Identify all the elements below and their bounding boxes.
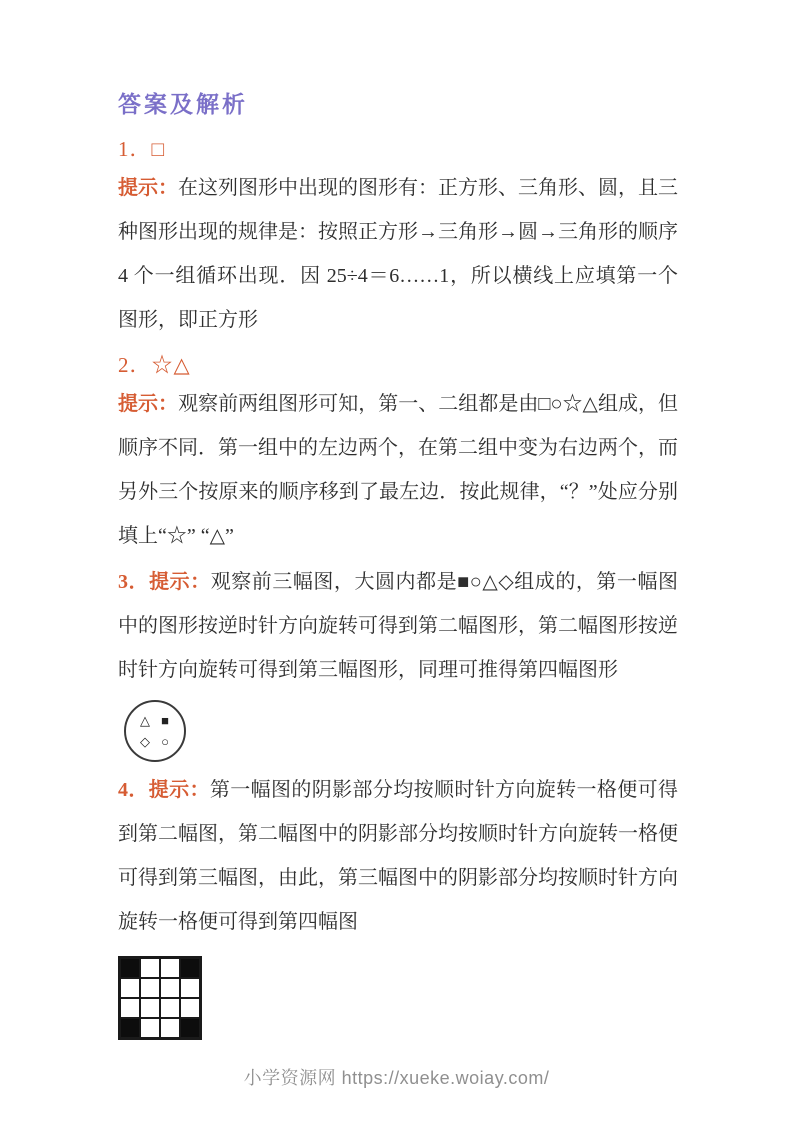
diamond-icon: ◇ [140, 734, 150, 749]
circle-figure [124, 700, 186, 762]
grid-cell [120, 998, 140, 1018]
grid-figure [118, 956, 202, 1040]
q1-hint-paragraph [118, 166, 678, 342]
q2-number: 2． [118, 353, 152, 377]
q1-hint-text: 在这列图形中出现的图形有：正方形、三角形、圆，且三种图形出现的规律是：按照正方形→三角形→圆→三角形的顺序 4 个一组循环出现．因 25÷4＝6……1，所以横线上应填第一个图形，即正方形 [118, 177, 678, 331]
circle-icon: ○ [161, 734, 169, 749]
q4-hint-label: 提示： [148, 779, 210, 801]
grid-cell [120, 958, 140, 978]
grid-cell [160, 978, 180, 998]
filled-square-icon: ■ [161, 713, 169, 728]
grid-cell [180, 978, 200, 998]
answer-line-q1 [118, 136, 678, 162]
q1-number: 1． [118, 137, 152, 161]
q1-hint-label: 提示： [118, 177, 178, 199]
grid-cell [120, 978, 140, 998]
q3-hint-paragraph [118, 560, 678, 692]
q1-answer-square-icon: □ [151, 137, 166, 161]
grid-cell [120, 1018, 140, 1038]
grid-cell [180, 1018, 200, 1038]
q2-hint-paragraph [118, 382, 678, 558]
q4-hint-paragraph [118, 768, 678, 944]
q2-answer-star-triangle-icons: ☆△ [151, 353, 191, 377]
answer-line-q2 [118, 352, 678, 378]
q2-hint-label: 提示： [118, 393, 179, 415]
q4-hint-text: 第一幅图的阴影部分均按顺时针方向旋转一格便可得到第二幅图，第二幅图中的阴影部分均按顺时针方向旋转一格便可得到第三幅图，由此，第三幅图中的阴影部分均按顺时针方向旋转一格便可得到第四幅图 [118, 779, 679, 933]
q3-hint-label: 提示： [149, 571, 211, 593]
grid-cell [160, 958, 180, 978]
grid-cell [180, 958, 200, 978]
page-title: 答案及解析 [118, 92, 248, 117]
grid-cell [140, 978, 160, 998]
triangle-icon: △ [140, 713, 150, 728]
grid-cell [160, 1018, 180, 1038]
grid-cell [180, 998, 200, 1018]
q4-number: 4． [118, 779, 149, 801]
q3-hint-text: 观察前三幅图，大圆内都是■○△◇组成的，第一幅图中的图形按逆时针方向旋转可得到第二幅图形，第二幅图形按逆时针方向旋转可得到第三幅图形，同理可推得第四幅图形 [118, 571, 679, 681]
grid-cell [160, 998, 180, 1018]
footer-link: 小学资源网 https://xueke.woiay.com/ [243, 1068, 550, 1088]
grid-cell [140, 958, 160, 978]
q2-hint-text: 观察前两组图形可知，第一、二组都是由□○☆△组成，但顺序不同．第一组中的左边两个，在第二组中变为右边两个，而另外三个按原来的顺序移到了最左边．按此规律，“？”处应分别填上“☆” “△” [118, 393, 679, 547]
q3-number: 3． [118, 571, 150, 593]
grid-cell [140, 1018, 160, 1038]
grid-cell [140, 998, 160, 1018]
